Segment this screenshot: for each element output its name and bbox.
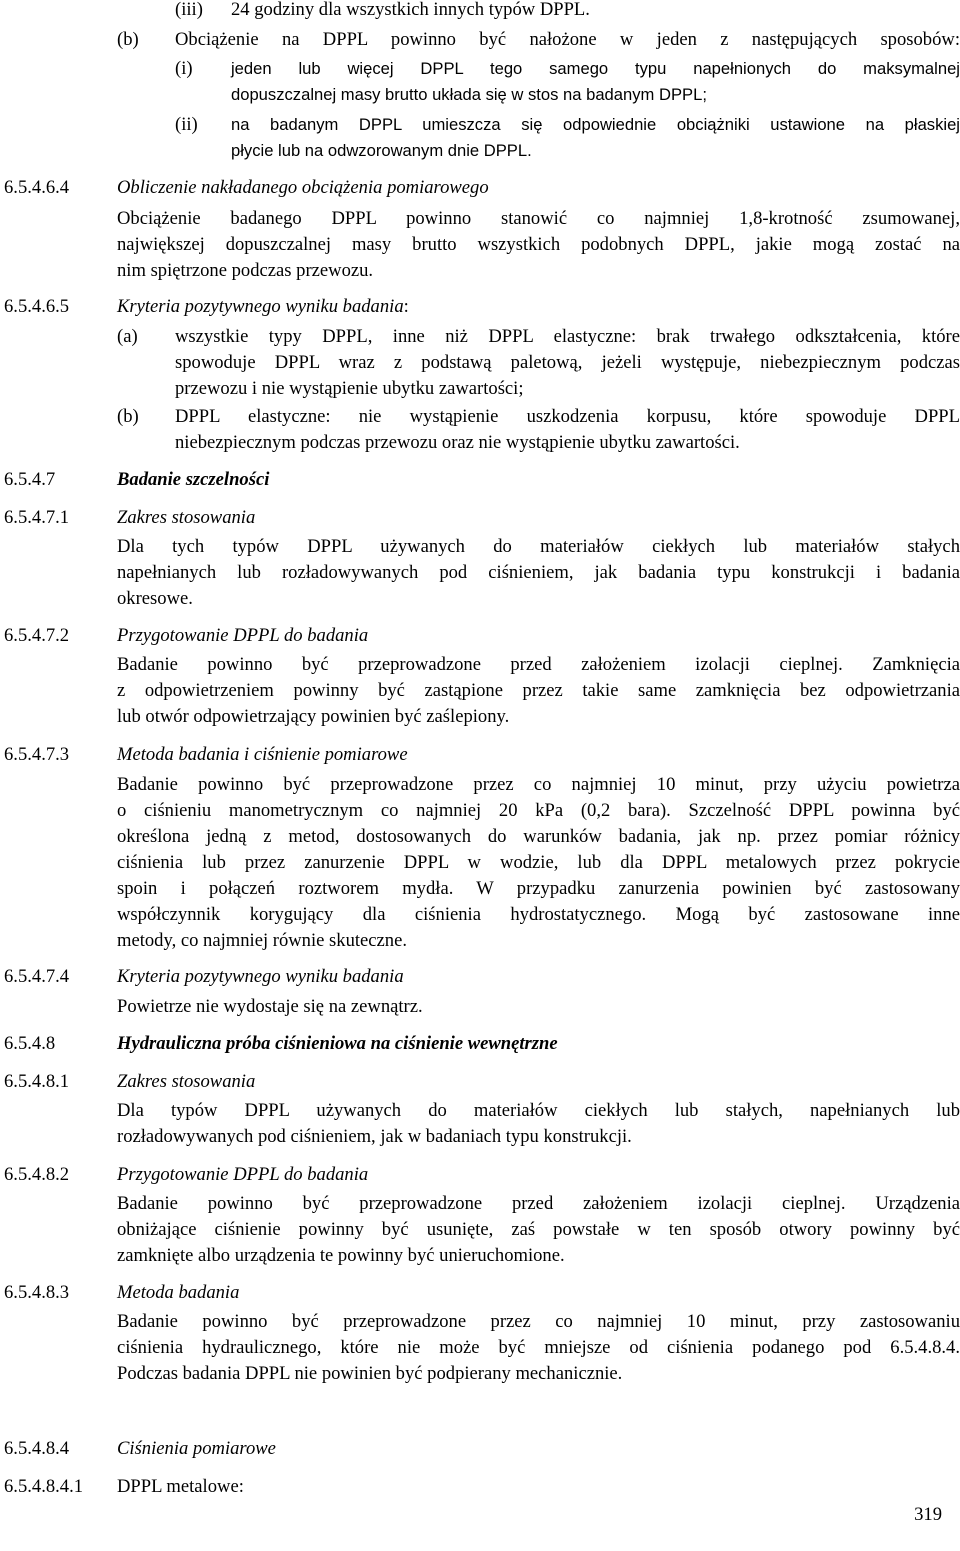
list-item-number: (a) [117, 326, 138, 347]
section-number: 6.5.4.7.2 [4, 625, 70, 646]
section-title: Metoda badania [117, 1282, 240, 1303]
section-number: 6.5.4.7.3 [4, 744, 70, 765]
list-item-text: Obciążenie na DPPL powinno być nałożone w jeden z następujących sposobów: [175, 29, 960, 50]
section-title: Kryteria pozytywnego wyniku badania [117, 966, 404, 987]
page-number: 319 [914, 1504, 942, 1525]
section-body: Obciążenie badanego DPPL powinno stanowić co najmniej 1,8-krotność zsumowanej, największej dopuszczalnej masy brutto wszystkich podobnych DPPL, jakie mogą zostać na nim spiętrzone podczas przewozu. [117, 208, 960, 281]
section-title: Badanie szczelności [117, 469, 270, 490]
section-title: Zakres stosowania [117, 507, 256, 528]
section-body: Badanie powinno być przeprowadzone przez co najmniej 10 minut, przy zastosowaniu ciśnienia hydraulicznego, które nie może być mniejsze od ciśnienia podanego pod 6.5.4.8.4. Podczas badania DPPL nie powinien być podpierany mechanicznie. [117, 1311, 960, 1384]
section-number: 6.5.4.8.3 [4, 1282, 70, 1303]
section-title-colon: : [403, 296, 409, 317]
section-title: DPPL metalowe: [117, 1476, 244, 1497]
section-title: Zakres stosowania [117, 1071, 256, 1092]
section-title: Metoda badania i ciśnienie pomiarowe [117, 744, 408, 765]
section-number: 6.5.4.8.4 [4, 1438, 70, 1459]
section-body: Badanie powinno być przeprowadzone przez co najmniej 10 minut, przy użyciu powietrza o ciśnieniu manometrycznym co najmniej 20 kPa (0,2 bara). Szczelność DPPL powinna być określona jedną z metod, dostosowanych do warunków badania, jak np. przez pomiar różnicy ciśnienia lub przez zanurzenie DPPL w wodzie, lub dla DPPL metalowych przez pokrycie spoin i połączeń roztworem mydła. W przypadku zanurzenia powinien być zastosowany współczynnik korygujący dla ciśnienia hydrostatycznego. Mogą być zastosowane inne metody, co najmniej równie skuteczne. [117, 774, 960, 951]
section-title: Przygotowanie DPPL do badania [117, 625, 369, 646]
section-number: 6.5.4.8.1 [4, 1071, 70, 1092]
list-item-text: wszystkie typy DPPL, inne niż DPPL elastyczne: brak trwałego odkształcenia, które spowoduje DPPL wraz z podstawą paletową, jeżeli występuje, niebezpiecznym podczas przewozu i nie wystąpienie ubytku zawartości; [175, 326, 960, 399]
list-item-number: (b) [117, 29, 139, 50]
list-item-text: 24 godziny dla wszystkich innych typów DPPL. [231, 0, 590, 20]
list-item-text: na badanym DPPL umieszcza się odpowiednie obciążniki ustawione na płaskiej płycie lub na odwzorowanym dnie DPPL. [231, 115, 960, 160]
section-number: 6.5.4.7.4 [4, 966, 70, 987]
list-item-number: (b) [117, 406, 139, 427]
list-item-number: (iii) [175, 0, 203, 20]
section-title: Hydrauliczna próba ciśnieniowa na ciśnienie wewnętrzne [117, 1033, 558, 1054]
list-item-number: (ii) [175, 114, 198, 135]
section-number: 6.5.4.7 [4, 469, 56, 490]
section-title: Przygotowanie DPPL do badania [117, 1164, 369, 1185]
section-number: 6.5.4.8.4.1 [4, 1476, 84, 1497]
section-body: Powietrze nie wydostaje się na zewnątrz. [117, 996, 423, 1017]
section-body: Dla typów DPPL używanych do materiałów ciekłych lub stałych, napełnianych lub rozładowywanych pod ciśnieniem, jak w badaniach typu konstrukcji. [117, 1100, 960, 1147]
section-title: Obliczenie nakładanego obciążenia pomiarowego [117, 177, 489, 198]
section-number: 6.5.4.7.1 [4, 507, 70, 528]
list-item-text: jeden lub więcej DPPL tego samego typu napełnionych do maksymalnej dopuszczalnej masy brutto układa się w stos na badanym DPPL; [231, 59, 960, 104]
section-number: 6.5.4.8.2 [4, 1164, 70, 1185]
section-number: 6.5.4.8 [4, 1033, 56, 1054]
section-title: Ciśnienia pomiarowe [117, 1438, 276, 1459]
section-title: Kryteria pozytywnego wyniku badania [117, 296, 404, 317]
section-number: 6.5.4.6.4 [4, 177, 70, 198]
section-number: 6.5.4.6.5 [4, 296, 70, 317]
section-body: Badanie powinno być przeprowadzone przed założeniem izolacji cieplnej. Urządzenia obniżające ciśnienie powinny być usunięte, zaś powstałe w ten sposób otwory powinny być zamknięte albo urządzenia te powinny być unieruchomione. [117, 1193, 960, 1266]
section-title-wrap [117, 296, 409, 318]
list-item-number: (i) [175, 58, 193, 79]
section-body: Badanie powinno być przeprowadzone przed założeniem izolacji cieplnej. Zamknięcia z odpowietrzeniem powinny być zastąpione przez takie same zamknięcia bez odpowietrzania lub otwór odpowietrzający powinien być zaślepiony. [117, 654, 960, 727]
section-body: Dla tych typów DPPL używanych do materiałów ciekłych lub materiałów stałych napełnianych lub rozładowywanych pod ciśnieniem, jak badania typu konstrukcji i badania okresowe. [117, 536, 960, 609]
list-item-text: DPPL elastyczne: nie wystąpienie uszkodzenia korpusu, które spowoduje DPPL niebezpiecznym podczas przewozu oraz nie wystąpienie ubytku zawartości. [175, 406, 960, 453]
